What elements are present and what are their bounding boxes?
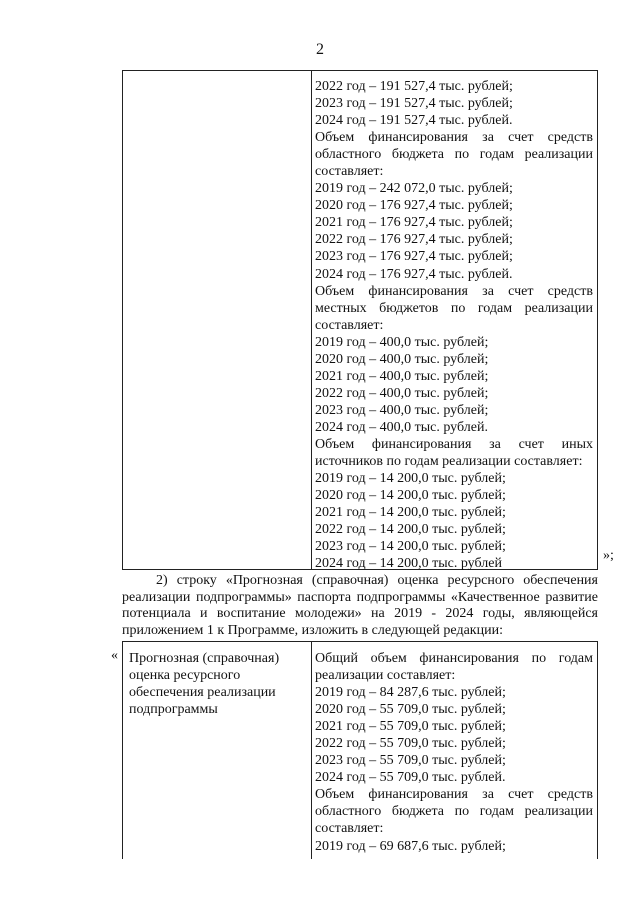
table-line: Объем финансирования за счет иных (315, 436, 593, 452)
table-line: 2023 год – 191 527,4 тыс. рублей; (315, 96, 513, 112)
row-header-line: оценка ресурсного (129, 668, 241, 683)
funding-details-cell (315, 650, 593, 855)
table-line: 2019 год – 84 287,6 тыс. рублей; (315, 685, 506, 701)
table-line: Объем финансирования за счет средств (315, 283, 593, 299)
paragraph-line: приложением 1 к Программе, изложить в следующей редакции: (122, 622, 503, 638)
table-line: составляет: (315, 317, 384, 333)
table-line: 2022 год – 176 927,4 тыс. рублей; (315, 232, 513, 248)
table-line: 2020 год – 55 709,0 тыс. рублей; (315, 702, 506, 718)
table-line: 2023 год – 14 200,0 тыс. рублей; (315, 539, 506, 555)
funding-details-cell (315, 78, 593, 572)
table-line: источников по годам реализации составляет: (315, 454, 583, 470)
table-line: 2024 год – 14 200,0 тыс. рублей (315, 556, 502, 572)
column-divider (311, 642, 312, 859)
table-line: 2024 год – 176 927,4 тыс. рублей. (315, 266, 513, 282)
table-line: 2021 год – 176 927,4 тыс. рублей; (315, 215, 513, 231)
table-line: 2022 год – 55 709,0 тыс. рублей; (315, 736, 506, 752)
table-line: 2019 год – 242 072,0 тыс. рублей; (315, 181, 513, 197)
table-line: реализации составляет: (315, 668, 456, 684)
table-line: 2023 год – 55 709,0 тыс. рублей; (315, 753, 506, 769)
table-line: 2019 год – 69 687,6 тыс. рублей; (315, 838, 506, 854)
row-header-line: Прогнозная (справочная) (129, 651, 280, 666)
closing-quote-mark: »; (603, 548, 614, 563)
row-header-line: подпрограммы (129, 702, 218, 717)
table-line: Объем финансирования за счет средств (315, 787, 593, 803)
table-line: 2020 год – 400,0 тыс. рублей; (315, 351, 489, 367)
page-number: 2 (316, 41, 324, 58)
paragraph-line: потенциала и воспитание молодежи» на 2019 - 2024 годы, являющейся (122, 606, 598, 622)
column-divider (311, 71, 312, 569)
table-line: Общий объем финансирования по годам (315, 651, 593, 666)
table-line: 2019 год – 14 200,0 тыс. рублей; (315, 471, 506, 487)
table-line: 2023 год – 176 927,4 тыс. рублей; (315, 249, 513, 265)
amendment-paragraph (122, 573, 598, 639)
paragraph-line: 2) строку «Прогнозная (справочная) оценка ресурсного обеспечения (156, 573, 598, 588)
table-line: 2022 год – 14 200,0 тыс. рублей; (315, 522, 506, 538)
table-line: областного бюджета по годам реализации (315, 804, 593, 820)
table-line: 2021 год – 400,0 тыс. рублей; (315, 368, 489, 384)
table-line: 2021 год – 55 709,0 тыс. рублей; (315, 719, 506, 735)
table-line: 2019 год – 400,0 тыс. рублей; (315, 334, 489, 350)
paragraph-line: реализации подпрограммы» паспорта подпрограммы «Качественное развитие (122, 589, 598, 605)
table-line: 2020 год – 14 200,0 тыс. рублей; (315, 488, 506, 504)
table-line: составляет: (315, 164, 384, 180)
row-header-cell (129, 650, 307, 718)
table-line: местных бюджетов по годам реализации (315, 300, 593, 316)
table-line: 2021 год – 14 200,0 тыс. рублей; (315, 505, 506, 521)
table-line: 2024 год – 191 527,4 тыс. рублей. (315, 113, 513, 129)
table-line: областного бюджета по годам реализации (315, 147, 593, 163)
table-line: 2023 год – 400,0 тыс. рублей; (315, 402, 489, 418)
funding-table-new (122, 641, 598, 859)
row-header-line: обеспечения реализации (129, 685, 276, 700)
table-line: 2022 год – 400,0 тыс. рублей; (315, 385, 489, 401)
opening-quote-mark: « (111, 648, 118, 663)
table-line: 2020 год – 176 927,4 тыс. рублей; (315, 198, 513, 214)
table-line: Объем финансирования за счет средств (315, 130, 593, 146)
table-line: составляет: (315, 821, 384, 837)
funding-table-continued (122, 70, 598, 570)
table-line: 2024 год – 400,0 тыс. рублей. (315, 419, 488, 435)
table-line: 2024 год – 55 709,0 тыс. рублей. (315, 770, 506, 786)
table-line: 2022 год – 191 527,4 тыс. рублей; (315, 79, 513, 94)
